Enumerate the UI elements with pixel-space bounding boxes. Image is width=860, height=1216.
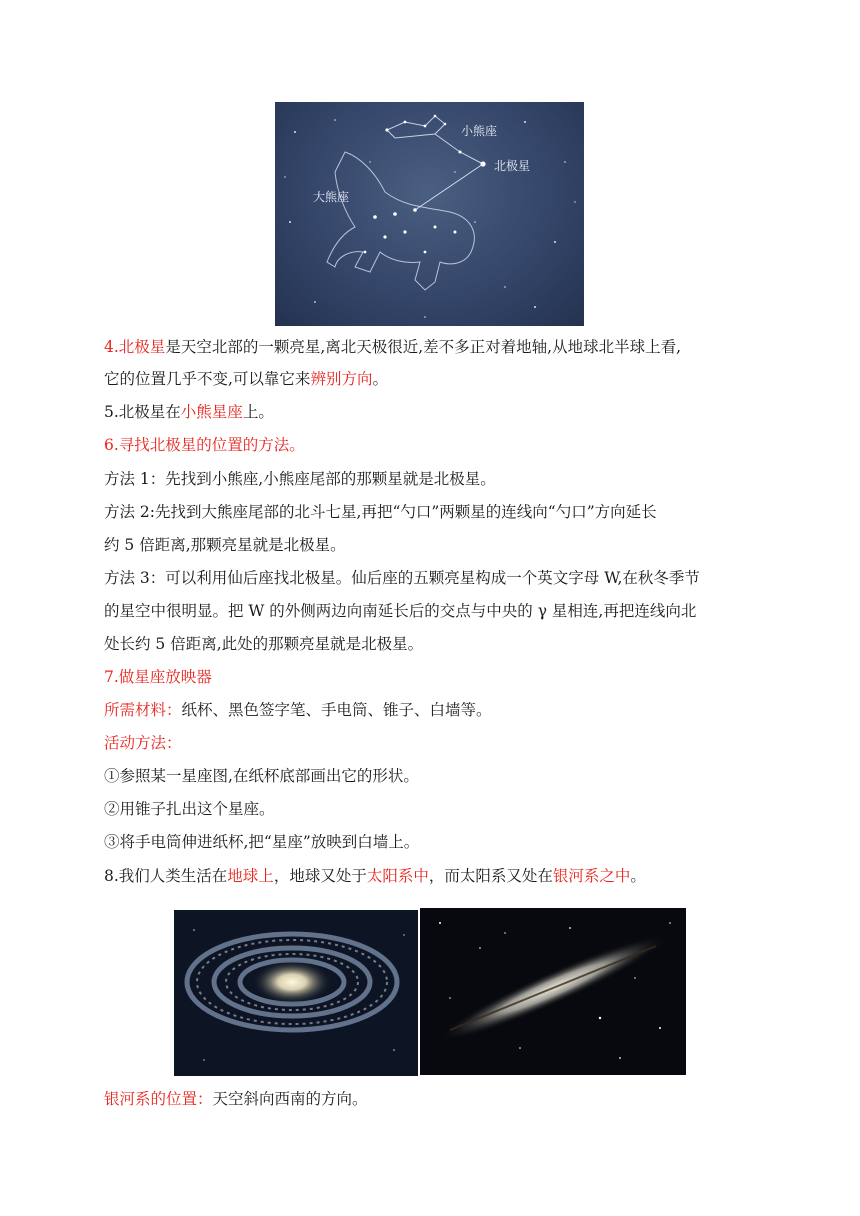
p4-term: 北极星 [118, 338, 166, 356]
ursa-minor-label: 小熊座 [461, 124, 498, 138]
heading-6: 6.寻找北极星的位置的方法。 [104, 436, 305, 454]
p4-end: 。 [372, 370, 388, 388]
method-3-line-3: 处长约 5 倍距离,此处的那颗亮星就是北极星。 [104, 635, 424, 653]
step-1: ①参照某一星座图,在纸杯底部画出它的形状。 [104, 767, 419, 785]
method-3-line-2: 的星空中很明显。把 W 的外侧两边向南延长后的交点与中央的 γ 星相连,再把连线向北 [104, 602, 697, 620]
materials-text: 纸杯、黑色签字笔、手电筒、锥子、白墙等。 [181, 701, 492, 719]
p8-t3: ，而太阳系又处在 [428, 867, 553, 885]
p5-end: 上。 [242, 403, 274, 421]
constellation-image [275, 102, 584, 326]
paragraph-4-line-2 [104, 369, 388, 389]
step-2: ②用锥子扎出这个星座。 [104, 800, 275, 818]
milky-way-label: 银河系的位置： [104, 1090, 213, 1108]
p4-text-2: 它的位置几乎不变,可以靠它来 [104, 370, 311, 388]
materials [104, 700, 492, 720]
paragraph-4-line-1 [104, 337, 681, 357]
p8-h1: 地球上 [227, 867, 274, 885]
p8-h2: 太阳系中 [366, 867, 429, 885]
polaris-label: 北极星 [494, 159, 531, 173]
p4-text-1: 是天空北部的一颗亮星,离北天极很近,差不多正对着地轴,从地球北半球上看, [165, 338, 682, 356]
step-3: ③将手电筒伸进纸杯,把“星座”放映到白墙上。 [104, 833, 420, 851]
p8-t2: ，地球又处于 [273, 867, 367, 885]
edge-on-galaxy-image [420, 908, 686, 1075]
p8-t1: 8.我们人类生活在 [104, 867, 228, 885]
materials-label: 所需材料： [104, 701, 182, 719]
method-3-line-1: 方法 3：可以利用仙后座找北极星。仙后座的五颗亮星构成一个英文字母 W,在秋冬季节 [104, 569, 700, 587]
ursa-major-label: 大熊座 [313, 190, 350, 204]
p5-text: 5.北极星在 [104, 403, 181, 421]
method-2-line-2: 约 5 倍距离,那颗亮星就是北极星。 [104, 536, 346, 554]
paragraph-8 [104, 866, 646, 886]
paragraph-5 [104, 402, 274, 422]
p8-t4: 。 [630, 867, 646, 885]
spiral-galaxy-image [174, 910, 418, 1076]
p4-number: 4. [104, 338, 119, 356]
method-1: 方法 1：先找到小熊座,小熊座尾部的那颗星就是北极星。 [104, 470, 496, 488]
milky-way-position [104, 1089, 368, 1109]
activity-label: 活动方法： [104, 734, 182, 752]
p8-h3: 银河系之中 [552, 867, 631, 885]
heading-7: 7.做星座放映器 [104, 668, 212, 686]
p4-highlight: 辨别方向 [310, 370, 373, 388]
p5-highlight: 小熊星座 [180, 403, 243, 421]
method-2-line-1: 方法 2:先找到大熊座尾部的北斗七星,再把“勺口”两颗星的连线向“勺口”方向延长 [104, 503, 657, 521]
milky-way-text: 天空斜向西南的方向。 [212, 1090, 368, 1108]
